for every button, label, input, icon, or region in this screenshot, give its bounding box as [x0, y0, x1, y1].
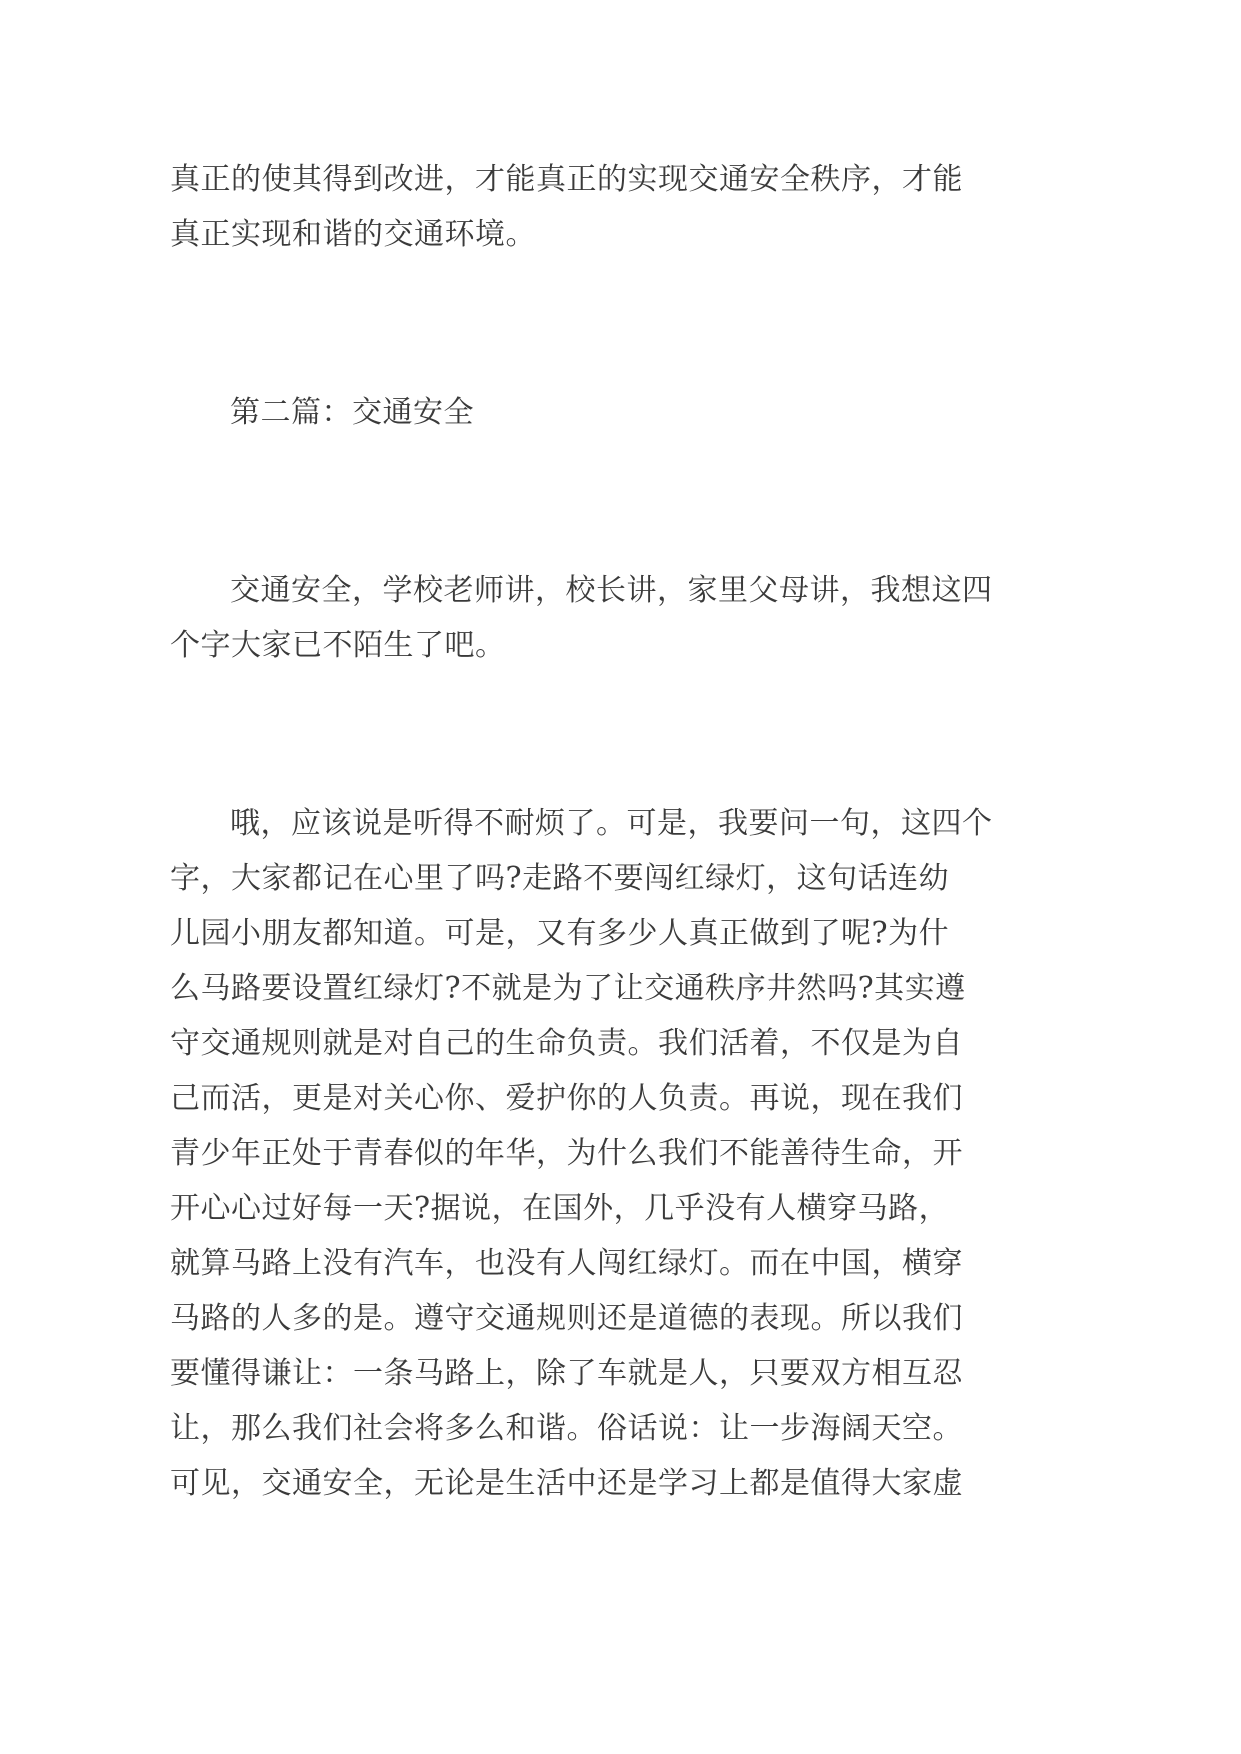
- text-line: 让，那么我们社会将多么和谐。俗话说：让一步海阔天空。: [170, 1411, 963, 1446]
- text-line: 哦，应该说是听得不耐烦了。可是，我要问一句，这四个: [230, 806, 993, 841]
- text-line: 交通安全，学校老师讲，校长讲，家里父母讲，我想这四: [230, 573, 993, 608]
- text-line: 可见，交通安全，无论是生活中还是学习上都是值得大家虚: [170, 1466, 963, 1501]
- text-line: 字，大家都记在心里了吗?走路不要闯红绿灯，这句话连幼: [170, 861, 950, 896]
- text-line: 己而活，更是对关心你、爱护你的人负责。再说，现在我们: [170, 1081, 963, 1116]
- text-line: 开心心过好每一天?据说，在国外，几乎没有人横穿马路，: [170, 1191, 950, 1226]
- document-body: [170, 152, 993, 1511]
- paragraph: [170, 563, 993, 673]
- text-line: 么马路要设置红绿灯?不就是为了让交通秩序井然吗?其实遵: [170, 971, 966, 1006]
- text-line: 第二篇：交通安全: [230, 395, 474, 430]
- text-line: 个字大家已不陌生了吧。: [170, 628, 506, 663]
- text-line: 守交通规则就是对自己的生命负责。我们活着，不仅是为自: [170, 1026, 963, 1061]
- text-line: 青少年正处于青春似的年华，为什么我们不能善待生命，开: [170, 1136, 963, 1171]
- paragraph: [170, 796, 993, 1511]
- text-line: 儿园小朋友都知道。可是，又有多少人真正做到了呢?为什: [170, 916, 950, 951]
- text-line: 马路的人多的是。遵守交通规则还是道德的表现。所以我们: [170, 1301, 963, 1336]
- paragraph: [170, 152, 980, 262]
- text-line: 要懂得谦让：一条马路上，除了车就是人，只要双方相互忍: [170, 1356, 963, 1391]
- text-line: 真正的使其得到改进，才能真正的实现交通安全秩序，才能: [170, 162, 963, 197]
- text-line: 就算马路上没有汽车，也没有人闯红绿灯。而在中国，横穿: [170, 1246, 963, 1281]
- section-heading: [170, 385, 980, 440]
- text-line: 真正实现和谐的交通环境。: [170, 217, 536, 252]
